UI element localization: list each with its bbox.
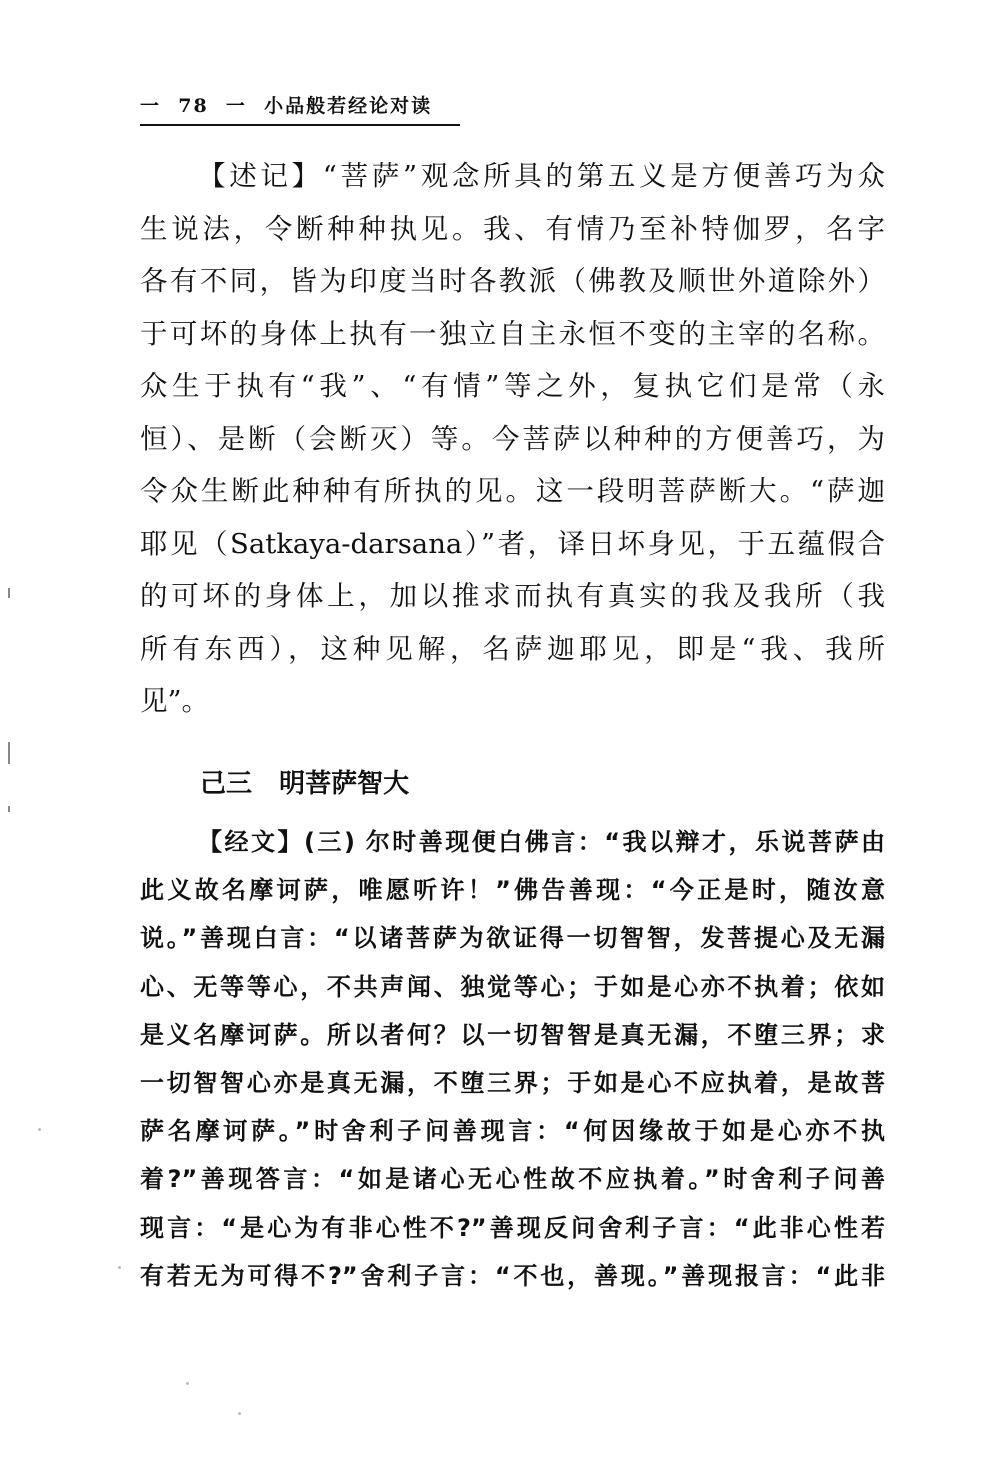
scan-dot <box>118 1266 121 1269</box>
commentary-line: 【述记】“菩萨”观念所具的第五义是方便善巧为众 <box>198 160 885 192</box>
commentary-line: 令众生断此种种有所执的见。这一段明菩萨断大。“萨迦 <box>140 475 885 507</box>
commentary-line: 恒）、是断（会断灭）等。今菩萨以种种的方便善巧，为 <box>140 422 885 455</box>
commentary-line: 耶见（Satkaya-darsana）”者，译日坏身见，于五蕴假合 <box>140 527 885 560</box>
scan-mark <box>8 588 10 598</box>
scan-dot <box>38 1128 41 1131</box>
commentary-line: 众生于执有“我”、“有情”等之外，复执它们是常（永 <box>140 370 885 402</box>
commentary-line: 生说法，令断种种执见。我、有情乃至补特伽罗，名字 <box>140 212 885 245</box>
commentary-line: 于可坏的身体上执有一独立自主永恒不变的主宰的名称。 <box>140 317 885 350</box>
sutra-line: 现言：“是心为有非心性不?”善现反问舍利子言：“此非心性若 <box>140 1213 885 1242</box>
sutra-line: 说。”善现白言：“以诸菩萨为欲证得一切智智，发菩提心及无漏 <box>140 924 885 953</box>
scan-dot <box>186 1382 189 1385</box>
scan-dot <box>238 1412 241 1415</box>
section-heading: 己三 明菩萨智大 <box>200 769 410 799</box>
commentary-line: 的可坏的身体上，加以推求而执有真实的我及我所（我 <box>140 580 885 612</box>
sutra-line: 有若无为可得不?”舍利子言：“不也，善现。”善现报言：“此非 <box>140 1261 885 1290</box>
sutra-line: 着?”善现答言：“如是诸心无心性故不应执着。”时舍利子问善 <box>140 1165 885 1194</box>
commentary-paragraph <box>140 150 885 728</box>
sutra-line: 一切智智心亦是真无漏，不堕三界；于如是心不应执着，是故菩 <box>140 1068 885 1097</box>
sutra-line: 萨名摩诃萨。”时舍利子问善现言：“何因缘故于如是心亦不执 <box>140 1117 885 1146</box>
scan-mark <box>8 806 10 812</box>
scan-mark <box>8 742 10 764</box>
commentary-line: 见”。 <box>140 685 210 717</box>
running-header: 一 78 一 小品般若经论对读 <box>140 92 460 126</box>
sutra-paragraph <box>140 818 885 1300</box>
sutra-line: 心、无等等心，不共声闻、独觉等心；于如是心亦不执着；依如 <box>140 972 885 1001</box>
sutra-line: 【经文】(三) 尔时善现便白佛言：“我以辩才，乐说菩萨由 <box>198 828 885 856</box>
commentary-line: 各有不同，皆为印度当时各教派（佛教及顺世外道除外） <box>140 265 885 297</box>
sutra-line: 是义名摩诃萨。所以者何？以一切智智是真无漏，不堕三界；求 <box>140 1020 885 1049</box>
sutra-line: 此义故名摩诃萨，唯愿听许！”佛告善现：“今正是时，随汝意 <box>140 876 885 905</box>
commentary-line: 所有东西），这种见解，名萨迦耶见，即是“我、我所 <box>140 632 885 665</box>
